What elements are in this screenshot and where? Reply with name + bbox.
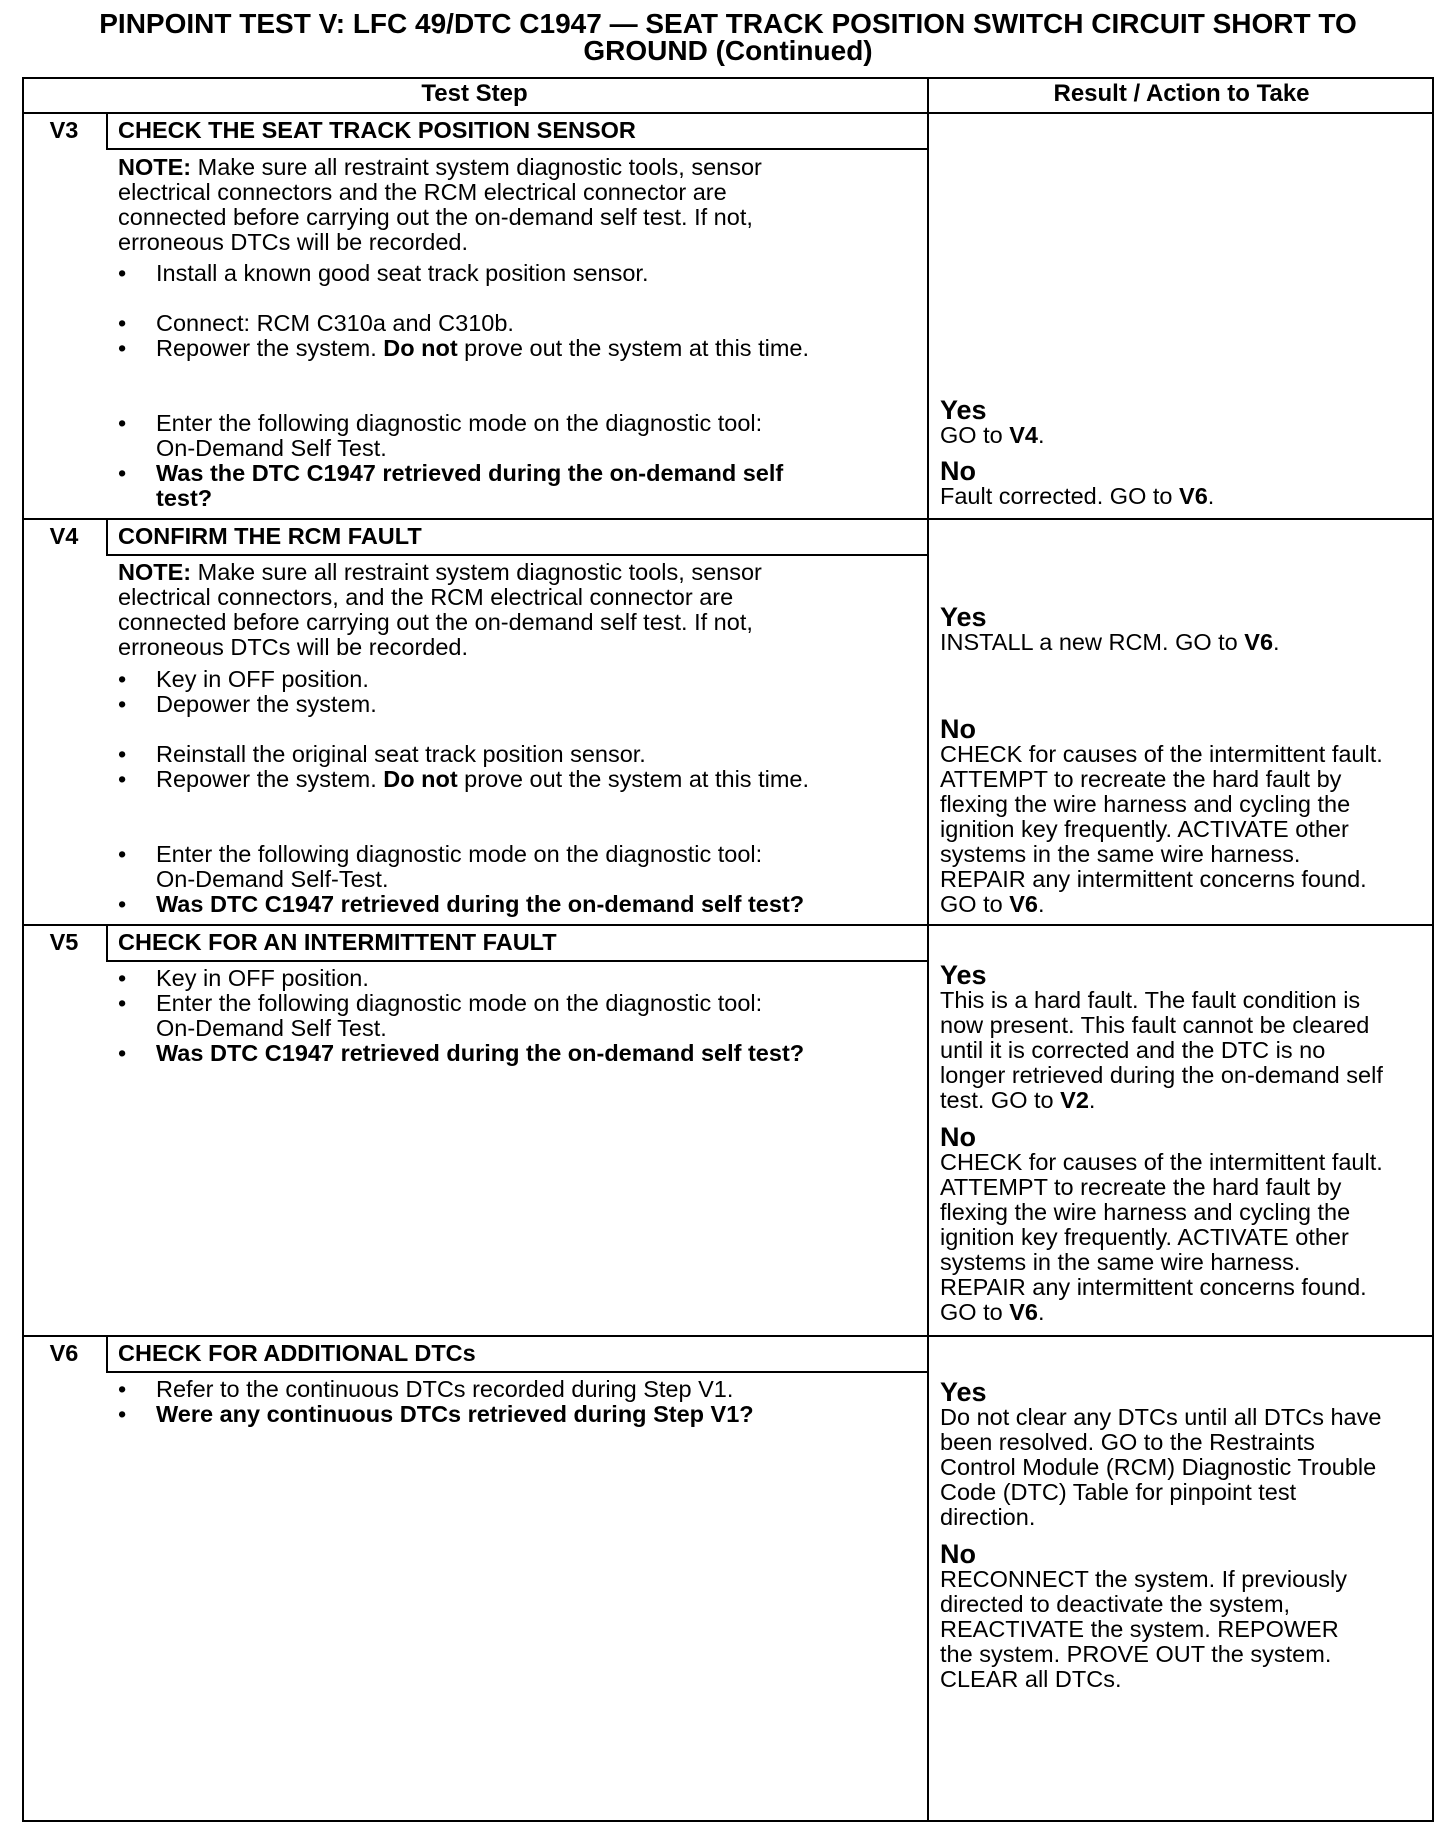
v4-step-2: Depower the system. xyxy=(156,691,377,717)
v3-result-no: No Fault corrected. GO to V6. xyxy=(940,456,1215,509)
v3-title-underline xyxy=(106,148,928,150)
v6-result-no: No RECONNECT the system. If previously directed to deactivate the system, REACTIVATE the system. REPOWER the system. PROVE OUT the system. CLEAR all DTCs. xyxy=(940,1539,1348,1692)
step-title-v4: CONFIRM THE RCM FAULT xyxy=(118,523,422,549)
step-title-v6: CHECK FOR ADDITIONAL DTCs xyxy=(118,1340,476,1366)
v4-note: NOTE: Make sure all restraint system diagnostic tools, sensor electrical connectors, and the RCM electrical connector are connected before carrying out the on-demand self test. If not, erroneous DTCs will be recorded. xyxy=(118,559,762,660)
v3-step-4: Enter the following diagnostic mode on the diagnostic tool: On-Demand Self Test. xyxy=(156,410,763,461)
v5-step-3-question: Was DTC C1947 retrieved during the on-demand self test? xyxy=(156,1040,805,1066)
header-divider xyxy=(22,112,1434,114)
bullet: • xyxy=(118,891,127,917)
note-label: NOTE: xyxy=(118,154,192,180)
step-id-v3: V3 xyxy=(49,117,79,143)
step-title-v3: CHECK THE SEAT TRACK POSITION SENSOR xyxy=(118,117,636,143)
v3-step-2: Connect: RCM C310a and C310b. xyxy=(156,310,514,336)
v4-step-4: Repower the system. Do not prove out the system at this time. xyxy=(156,766,809,792)
bullet: • xyxy=(118,1401,127,1427)
v4-result-yes: Yes INSTALL a new RCM. GO to V6. xyxy=(940,602,1280,655)
v5-result-no: No CHECK for causes of the intermittent fault. ATTEMPT to recreate the hard fault by flexing the wire harness and cycling the ignition key frequently. ACTIVATE other systems in the same wire harness. REPAIR any intermittent concerns found. GO to V6. xyxy=(940,1122,1383,1325)
step-title-v5: CHECK FOR AN INTERMITTENT FAULT xyxy=(118,929,557,955)
v4-result-no: No CHECK for causes of the intermittent fault. ATTEMPT to recreate the hard fault by flexing the wire harness and cycling the ignition key frequently. ACTIVATE other systems in the same wire harness. REPAIR any intermittent concerns found. GO to V6. xyxy=(940,714,1383,917)
v3-v4-separator xyxy=(22,518,1434,520)
v3-note: NOTE: Make sure all restraint system diagnostic tools, sensor electrical connectors and the RCM electrical connector are connected before carrying out the on-demand self test. If not, erroneous DTCs will be recorded. xyxy=(118,154,762,255)
v4-v5-separator xyxy=(22,924,1434,926)
step-id-divider-v5 xyxy=(106,924,108,962)
bullet: • xyxy=(118,841,127,867)
v4-step-6-question: Was DTC C1947 retrieved during the on-demand self test? xyxy=(156,891,805,917)
v6-step-2-question: Were any continuous DTCs retrieved during Step V1? xyxy=(156,1401,754,1427)
v4-step-5: Enter the following diagnostic mode on the diagnostic tool: On-Demand Self-Test. xyxy=(156,841,763,892)
v6-title-underline xyxy=(106,1371,928,1373)
header-test-step: Test Step xyxy=(421,80,528,107)
page-title xyxy=(0,10,1456,64)
bullet: • xyxy=(118,766,127,792)
v6-step-1: Refer to the continuous DTCs recorded during Step V1. xyxy=(156,1376,734,1402)
v3-step-3: Repower the system. Do not prove out the system at this time. xyxy=(156,335,809,361)
header-result: Result / Action to Take xyxy=(1053,80,1310,107)
step-id-v5: V5 xyxy=(49,929,79,955)
title-line-2: GROUND (Continued) xyxy=(583,35,873,66)
bullet: • xyxy=(118,965,127,991)
v5-result-yes: Yes This is a hard fault. The fault condition is now present. This fault cannot be cleared until it is corrected and the DTC is no longer retrieved during the on-demand self test. GO to V2. xyxy=(940,960,1383,1113)
bullet: • xyxy=(118,1376,127,1402)
bullet: • xyxy=(118,335,127,361)
v3-result-yes: Yes GO to V4. xyxy=(940,395,1045,448)
v6-result-yes: Yes Do not clear any DTCs until all DTCs have been resolved. GO to the Restraints Control Module (RCM) Diagnostic Trouble Code (DTC) Table for pinpoint test direction. xyxy=(940,1377,1382,1530)
step-id-v4: V4 xyxy=(49,523,79,549)
v4-step-3: Reinstall the original seat track position sensor. xyxy=(156,741,646,767)
bullet: • xyxy=(118,990,127,1016)
step-id-v6: V6 xyxy=(49,1340,79,1366)
step-id-divider-v3 xyxy=(106,112,108,150)
v5-title-underline xyxy=(106,960,928,962)
bullet: • xyxy=(118,691,127,717)
column-divider-result xyxy=(927,77,929,1822)
v3-step-1: Install a known good seat track position sensor. xyxy=(156,260,649,286)
v5-step-1: Key in OFF position. xyxy=(156,965,369,991)
step-id-divider-v6 xyxy=(106,1335,108,1373)
v5-step-2: Enter the following diagnostic mode on the diagnostic tool: On-Demand Self Test. xyxy=(156,990,763,1041)
bullet: • xyxy=(118,460,127,486)
bullet: • xyxy=(118,741,127,767)
v4-step-1: Key in OFF position. xyxy=(156,666,369,692)
title-line-1: PINPOINT TEST V: LFC 49/DTC C1947 — SEAT TRACK POSITION SWITCH CIRCUIT SHORT TO xyxy=(99,8,1357,39)
v5-v6-separator xyxy=(22,1335,1434,1337)
bullet: • xyxy=(118,310,127,336)
v4-title-underline xyxy=(106,554,928,556)
bullet: • xyxy=(118,260,127,286)
bullet: • xyxy=(118,410,127,436)
v3-step-5-question: Was the DTC C1947 retrieved during the on-demand self test? xyxy=(156,460,784,511)
step-id-divider-v4 xyxy=(106,518,108,556)
bullet: • xyxy=(118,1040,127,1066)
bullet: • xyxy=(118,666,127,692)
